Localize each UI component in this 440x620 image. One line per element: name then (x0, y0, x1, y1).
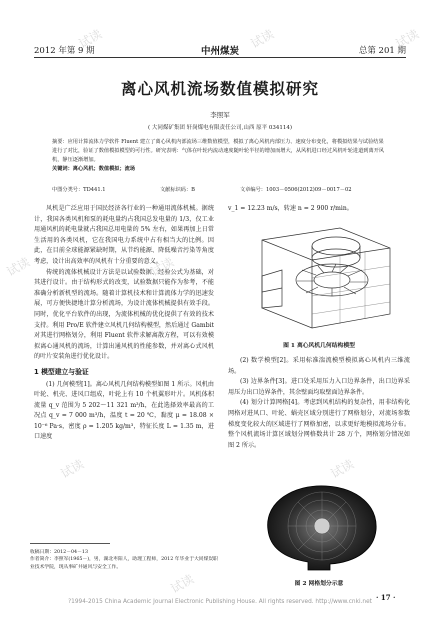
watermark: 试读 (168, 571, 197, 596)
paragraph-mesh: (4) 划分计算网格[4]。考虑到风机结构的复杂性，用非结构化网格对进风口、叶轮、蜗壳区域分别进行了网格划分，对流场参数梯度变化较大的区域进行了网格加密，以求更好地模拟流场分布。整个风机流场计算区域划分网格数共计 28 万个，网格划分情况如图 2 所示。 (228, 399, 410, 449)
header-issue: 2012 年第 9 期 (34, 46, 95, 56)
watermark: 试读 (58, 456, 87, 481)
casing-outline (262, 228, 390, 328)
paragraph-methods: 传统的流体机械设计方法是以试验数据、经验公式为基础，对其进行设计。由于结构形式的改变，试验数据只能作为参考，不能准确分析新机型的流场。随着计算机技术和计算流体力学的迅速发展，可方便快捷地计算分析流场，为设计流体机械提供有效手段。同时，优化平台软件的出现，为流体机械的优化提供了有效的技术支持。利用 Pro/E 软件建立风机几何结构模型，然后通过 Gambit 对其进行网格划分，利用 Fluent 软件求解离散方程，可以有效模拟离心通风机的流场，计算出通风机的性能参数，并对离心式风机的叶片安装角进行优化设计。 (34, 268, 214, 361)
watermark: 试读 (148, 254, 177, 279)
paragraph-intro: 风机是广泛应用于国民经济各行业的一种通用流体机械。据统计，我国各类风机和泵的耗电量约占我国总发电量的 1/3，仅工业用通风机的耗电量就占我国总用电量的 5% 左右，如果再加上日常生活用的各类风机，它在我国电力系统中占有相当大的比例。因此，在目前全球能源紧缺时期，从节约能源、降低噪音污染等角度考虑，设计出高效率的风机有十分重要的意义。 (34, 205, 214, 265)
section-heading: 1 模型建立与验证 (34, 367, 89, 376)
header-rule (34, 57, 406, 58)
footnote-rule (30, 543, 110, 544)
paragraph-boundary: (3) 边界条件[3]。进口处采用压力入口边界条件，出口边界采用压力出口边界条件，其余壁面均取壁面边界条件。 (228, 378, 410, 396)
figure1-caption: 图 1 离心风机几何结构模型 (283, 343, 355, 349)
page-number: · 17 · (376, 593, 396, 602)
figure-fan-geometry (240, 218, 400, 336)
right-column (228, 356, 410, 451)
watermark: 试读 (4, 254, 33, 279)
header-total: 总第 201 期 (358, 46, 406, 56)
watermark: 试读 (328, 456, 357, 481)
author: 李照军 (210, 111, 230, 119)
clc-code: 中图分类号：TD441.1 (52, 187, 106, 193)
footnote (30, 549, 220, 571)
abstract-text: 摘要：应用计算流体力学软件 Fluent 建立了离心风机内部流场三维数值模型，模拟了离心风机内部压力、速度分布变化，将模拟结果与试验结果进行了对比，验证了数值模拟模型的可行性。研究表明：气体在叶轮内流动速度随叶轮半径的增加而增大，从风机进口经过风机叶轮进道到离开风机，静压逐渐增加。 (52, 139, 385, 163)
outlet-duct (262, 270, 282, 308)
figure2-caption: 图 2 网格划分示意 (294, 581, 344, 587)
author-bio: 作者简介：李照军(1965－)，男，湖北枣阳人，助理工程师，2012 年毕业于大同煤炭职业技术学院，现从事矿井通风与安全工作。 (30, 557, 218, 570)
paragraph-geometry: (1) 几何模型[1]。离心风机几何结构模型如图 1 所示。风机由叶轮、机壳、进风口组成，叶轮上有 10 个机翼形叶片。风机体积流量 q_v 范围为 5 202～11 321 m³/h，在此选择效率最高的工况点 q_v = 7 000 m³/h，温度 t = 20 ℃，黏度 μ = 18.08 × 10⁻⁶ Pa·s，密度 ρ = 1.205 kg/m³，特征长度 L = 1.35 m，进口速度 (34, 380, 214, 441)
article-title: 离心风机流场数值模拟研究 (120, 80, 319, 98)
inlet-ring-top (312, 237, 360, 255)
watermark: 试读 (393, 26, 422, 51)
affiliation: ( 大同煤矿集团 轩岗煤电有限责任公司,山西 原平 034114) (147, 125, 293, 131)
received-date: 收稿日期：2012－04－13 (30, 550, 88, 555)
doc-code: 文献标识码：B (160, 187, 195, 193)
keywords: 关键词：离心风机；数值模拟；流场 (52, 166, 136, 172)
left-column (34, 204, 214, 443)
watermark: 试读 (248, 26, 277, 51)
article-number: 文章编号：1003－0506(2012)09－0017－02 (240, 187, 352, 193)
copyright-line: ?1994-2015 China Academic Journal Electronic Publishing House. All rights reserved. http://www.cnki.net (68, 599, 372, 605)
header-journal: 中州煤炭 (200, 46, 239, 57)
hub-icon (314, 518, 330, 534)
formula-line: v_1 = 12.23 m/s，转速 n = 2 900 r/min。 (228, 205, 353, 212)
paragraph-math-model: (2) 数学模型[2]。采用标准湍流模型模拟离心风机内三维流场。 (228, 357, 410, 375)
figure-mesh (250, 478, 390, 573)
watermark: 试读 (76, 26, 105, 51)
abstract (52, 138, 388, 174)
